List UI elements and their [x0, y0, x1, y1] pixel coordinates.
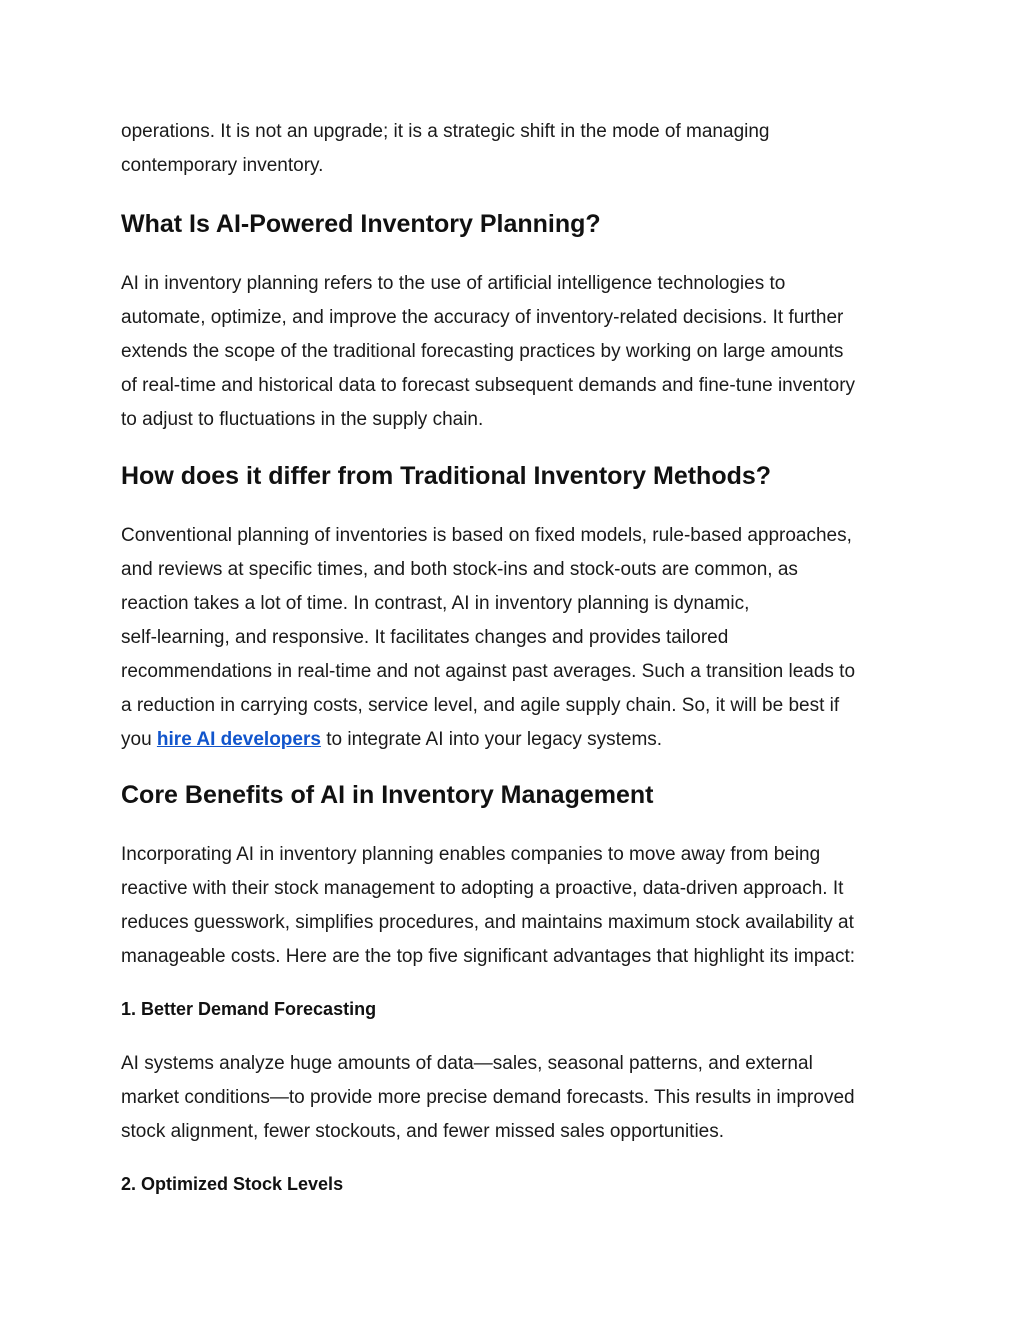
paragraph-text-before-link: Conventional planning of inventories is based on fixed models, rule-based approaches, and reviews at specific times, and both stock-ins and stock-outs are common, as reaction takes a lot of time. In contrast, AI in inventory planning is dynamic, self-learning, and responsive. It facilitates changes and provides tailored recommendations in real-time and not against past averages. Such a transition leads to a reduction in carrying costs, service level, and agile supply chain. So, it will be best if you — [121, 525, 856, 750]
heading-what-is-ai-inventory: What Is AI-Powered Inventory Planning? — [121, 210, 601, 238]
hire-ai-developers-link[interactable]: hire AI developers — [156, 729, 321, 750]
paragraph-core-benefits: Incorporating AI in inventory planning enables companies to move away from being reactive with their stock management to adopting a proactive, data-driven approach. It reduces guesswork, simplifies procedures, and maintains maximum stock availability at manageable costs. Here are the top five significant advantages that highlight its impact: — [121, 844, 856, 967]
heading-benefit-1: 1. Better Demand Forecasting — [121, 999, 377, 1019]
paragraph-text-after-link: to integrate AI into your legacy systems. — [320, 729, 663, 750]
heading-core-benefits: Core Benefits of AI in Inventory Management — [121, 781, 654, 809]
heading-differ-traditional: How does it differ from Traditional Inventory Methods? — [121, 462, 772, 490]
intro-paragraph: operations. It is not an upgrade; it is a strategic shift in the mode of managing contemporary inventory. — [121, 121, 770, 176]
heading-benefit-2: 2. Optimized Stock Levels — [121, 1174, 344, 1194]
paragraph-differ-traditional — [121, 519, 911, 757]
paragraph-what-is-ai-inventory: AI in inventory planning refers to the use of artificial intelligence technologies to automate, optimize, and improve the accuracy of inventory-related decisions. It further extends the scope of the traditional forecasting practices by working on large amounts of real-time and historical data to forecast subsequent demands and fine-tune inventory to adjust to fluctuations in the supply chain. — [121, 273, 856, 430]
paragraph-benefit-1: AI systems analyze huge amounts of data—sales, seasonal patterns, and external market conditions—to provide more precise demand forecasts. This results in improved stock alignment, fewer stockouts, and fewer missed sales opportunities. — [121, 1053, 855, 1142]
